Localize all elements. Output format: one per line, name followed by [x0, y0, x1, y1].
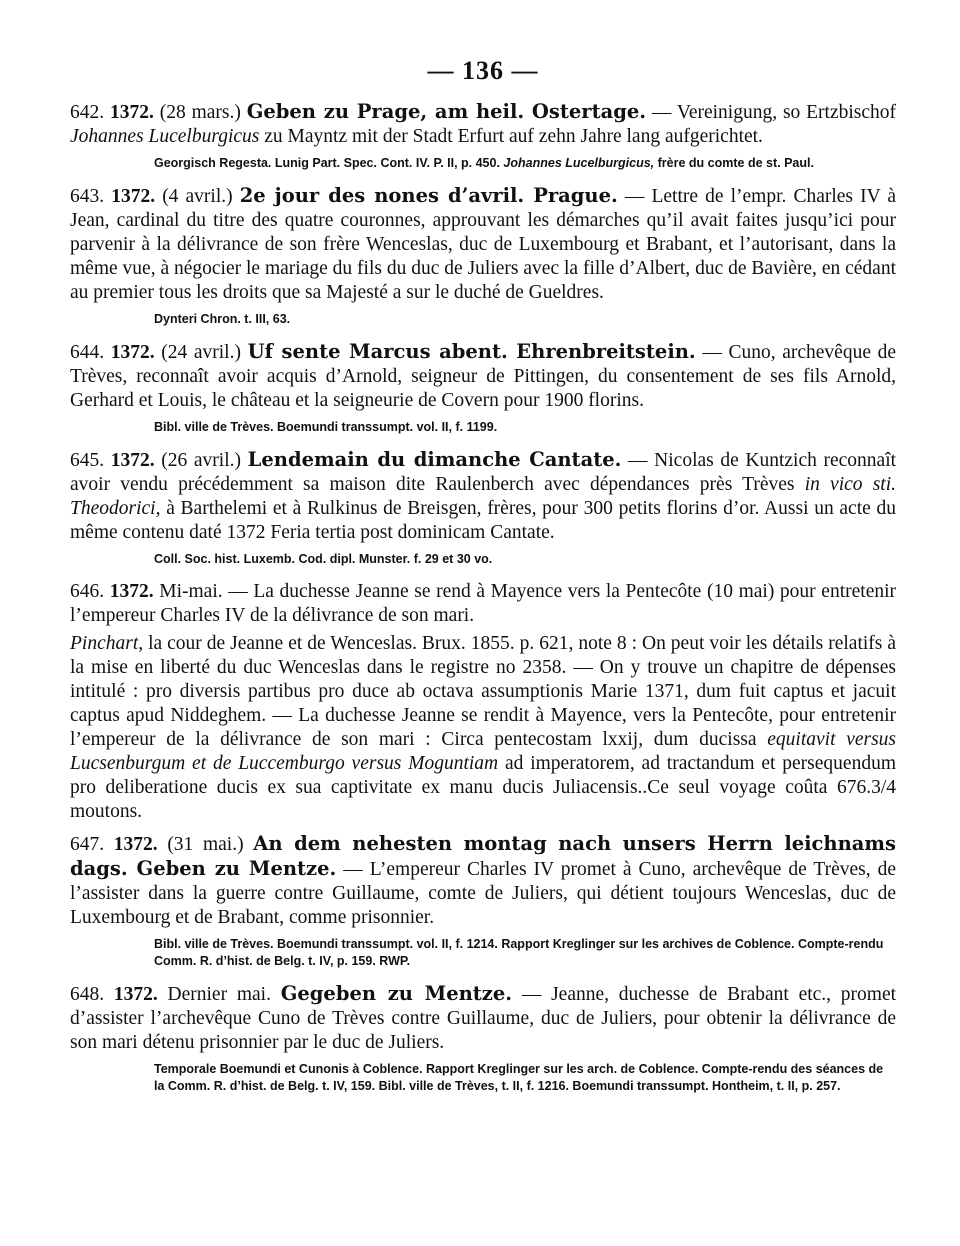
entry-source	[154, 155, 896, 172]
entry-number: 644.	[70, 342, 105, 363]
source-rest: frère du comte de st. Paul.	[657, 156, 814, 170]
entry-number: 643.	[70, 186, 105, 207]
entry-645	[70, 448, 896, 545]
entry-number: 647.	[70, 834, 105, 855]
entry-year: 1372.	[109, 581, 154, 602]
entry-body: — L’empereur Charles IV promet à Cuno, archevêque de Trèves, de l’assister dans la guerre contre Guillaume, comte de Juliers, qui détient toujours Wenceslas, duc de Luxembourg et de Brabant, comme prisonnier.	[70, 859, 897, 928]
entry-body-rest: zu Mayntz mit der Stadt Erfurt auf zehn Jahre lang aufgerichtet.	[264, 126, 763, 147]
entry-year: 1372.	[110, 450, 155, 471]
entry-source: Temporale Boemundi et Cunonis à Coblence. Rapport Kreglinger sur les arch. de Coblence. Compte-rendu des séances de la Comm. R. d’hist. de Belg. t. IV, 159. Bibl. ville de Trèves, t. II, f. 1216. Boemundi transsumpt. Hontheim, t. II, p. 257.	[154, 1062, 884, 1093]
entry-643	[70, 184, 896, 305]
entry-642	[70, 100, 896, 149]
entry-body-italic: in vico sti. Theodorici,	[70, 474, 896, 519]
entry-number: 646.	[70, 581, 105, 602]
note-rest: ad imperatorem, ad tractandum et persequendum pro deliberatione ducis ex sua captivitate ex manu ducis Juliacensis..Ce seul voyage coûta 676.3/4 moutons.	[70, 753, 896, 822]
entry-heading: Lendemain du dimanche Cantate.	[247, 448, 622, 471]
entry-heading: Gegeben zu Mentze.	[280, 982, 513, 1005]
entry-year: 1372.	[113, 834, 158, 855]
page-number: — 136 —	[427, 56, 539, 85]
entry-year: 1372.	[109, 102, 154, 123]
entry-year: 1372.	[113, 984, 158, 1005]
source-text: Georgisch Regesta. Lunig Part. Spec. Cont. IV. P. II, p. 450.	[154, 156, 500, 170]
entry-body: — Vereinigung, so Ertzbischof	[651, 102, 897, 123]
entry-body: — Lettre de l’empr. Charles IV à Jean, cardinal du titre des quatre couronnes, approuvant les démarches qu’il avait faites jusqu’ici pour parvenir à la délivrance de son frère Wenceslas, duc de Luxembourg et Brabant, et l’autorisant, dans la même vue, à négocier le mariage du fils du duc de Juliers avec la fille d’Albert, duc de Bavière, en cédant au premier tous les droits que sa Majesté a sur le duché de Gueldres.	[70, 186, 897, 303]
entry-year: 1372.	[111, 186, 156, 207]
document-page	[70, 56, 896, 1107]
entry-date: (24 avril.)	[161, 342, 241, 363]
entry-body-rest: à Barthelemi et à Rulkinus de Breisgen, frères, pour 300 petits florins d’or. Aussi un acte du même contenu daté 1372 Feria tertia post dominicam Cantate.	[70, 498, 896, 543]
entry-body: — Nicolas de Kuntzich reconnaît avoir vendu précédemment sa maison dite Raulenberch avec dépendances près Trèves	[70, 450, 897, 495]
entry-body: — La duchesse Jeanne se rend à Mayence vers la Pentecôte (10 mai) pour entretenir l’empereur Charles IV de la délivrance de son mari.	[70, 581, 897, 626]
entry-body: — Cuno, archevêque de Trèves, reconnaît avoir acquis d’Arnold, seigneur de Pittingen, du consentement de ses fils Arnold, Gerhard et Louis, le château et la seigneurie de Covern pour 1900 florins.	[70, 342, 897, 411]
entry-note	[70, 632, 896, 824]
note-italic: equitavit versus Lucsenburgum et de Luccemburgo versus Moguntiam	[70, 729, 897, 774]
entry-source: Bibl. ville de Trèves. Boemundi transsumpt. vol. II, f. 1199.	[154, 420, 498, 434]
entry-date: (28 mars.)	[159, 102, 241, 123]
entry-source: Dynteri Chron. t. III, 63.	[154, 312, 291, 326]
entry-heading: An dem nehesten montag nach unsers Herrn leichnams dags. Geben zu Mentze.	[70, 832, 897, 880]
note-author: Pinchart,	[70, 633, 144, 654]
entry-date: Mi-mai.	[159, 581, 223, 602]
source-italic: Johannes Lucelburgicus,	[503, 156, 655, 170]
entry-644	[70, 340, 896, 413]
entry-body: — Jeanne, duchesse de Brabant etc., promet d’assister l’archevêque Cuno de Trèves contre Guillaume, duc de Juliers, pour obtenir la délivrance de son mari détenu prisonnier par le duc de Juliers.	[70, 984, 897, 1053]
entry-number: 648.	[70, 984, 105, 1005]
note-text: la cour de Jeanne et de Wenceslas. Brux. 1855. p. 621, note 8 : On peut voir les détails relatifs à la mise en liberté du duc Wenceslas dans le registre no 2358. — On y trouve un chapitre de dépenses intitulé : pro diversis partibus pro duce ab octava assumptionis Marie 1371, dum fuit captus et jacuit captus apud Niddeghem. — La duchesse Jeanne se rendit à Mayence, vers la Pentecôte, pour entretenir l’empereur de la délivrance de son mari : Circa pentecostam lxxij, dum ducissa	[70, 633, 897, 750]
entry-number: 645.	[70, 450, 105, 471]
entry-number: 642.	[70, 102, 105, 123]
entry-source: Bibl. ville de Trèves. Boemundi transsumpt. vol. II, f. 1214. Rapport Kreglinger sur les archives de Coblence. Compte-rendu Comm. R. d’hist. de Belg. t. IV, p. 159. RWP.	[154, 937, 884, 968]
entry-heading: 2e jour des nones d’avril. Prague.	[239, 184, 618, 207]
entry-646	[70, 580, 896, 628]
entry-heading: Geben zu Prage, am heil. Ostertage.	[246, 100, 647, 123]
entry-body-italic: Johannes Lucelburgicus	[70, 126, 260, 147]
entry-648	[70, 982, 896, 1055]
entry-date: (31 mai.)	[167, 834, 244, 855]
entry-647	[70, 832, 896, 930]
entry-date: Dernier mai.	[167, 984, 271, 1005]
entry-date: (26 avril.)	[161, 450, 242, 471]
entry-heading: Uf sente Marcus abent. Ehrenbreitstein.	[247, 340, 696, 363]
entry-year: 1372.	[110, 342, 155, 363]
entry-source: Coll. Soc. hist. Luxemb. Cod. dipl. Munster. f. 29 et 30 vo.	[154, 552, 493, 566]
entry-date: (4 avril.)	[162, 186, 233, 207]
